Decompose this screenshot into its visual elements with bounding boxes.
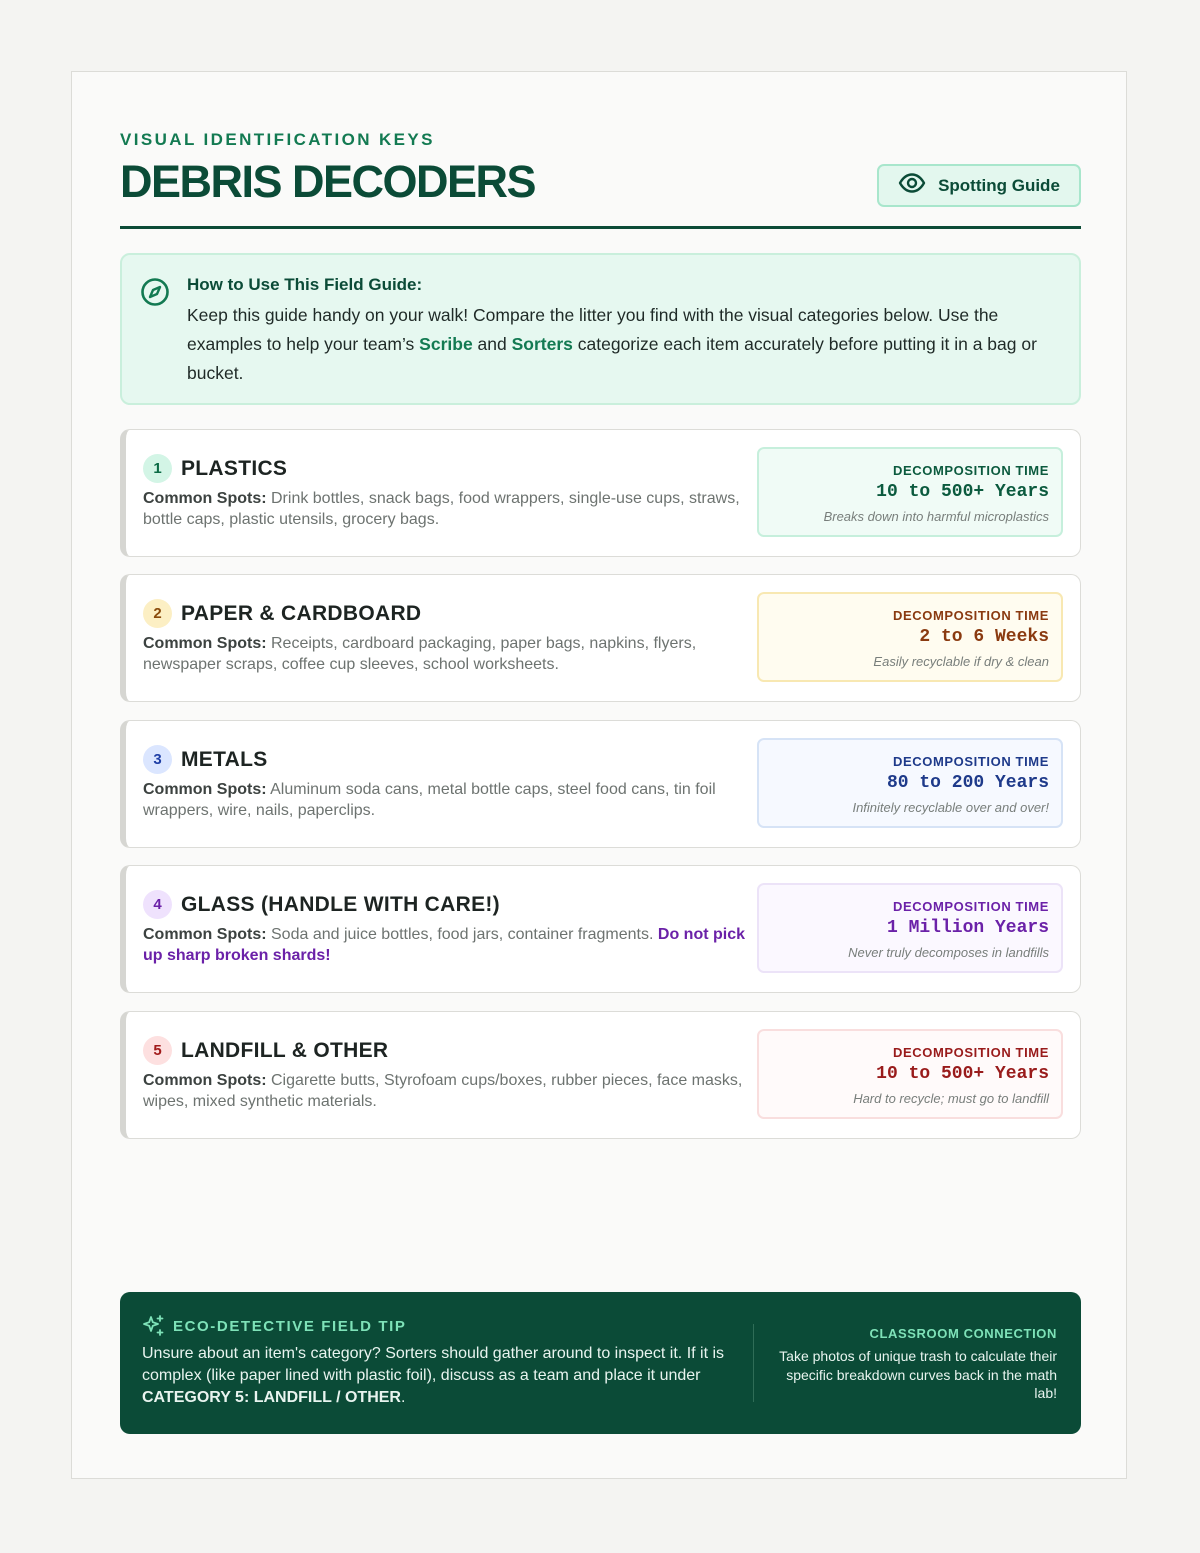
role-sorters: Sorters bbox=[511, 334, 573, 354]
common-spots-text: Cigarette butts, Styrofoam cups/boxes, rubber pieces, face masks, wipes, mixed synthetic materials. bbox=[143, 1072, 743, 1110]
common-spots-label: Common Spots: bbox=[143, 926, 267, 943]
classroom-connection-title: CLASSROOM CONNECTION bbox=[869, 1326, 1057, 1341]
decomposition-box bbox=[757, 592, 1063, 682]
how-to-heading: How to Use This Field Guide: bbox=[187, 275, 423, 294]
how-to-text-part: and bbox=[472, 334, 512, 354]
role-scribe: Scribe bbox=[419, 334, 473, 354]
decomposition-box bbox=[757, 883, 1063, 973]
category-description bbox=[143, 1071, 763, 1112]
category-name: METALS bbox=[181, 748, 268, 771]
page-title: DEBRIS DECODERS bbox=[120, 156, 536, 207]
decomposition-box bbox=[757, 1029, 1063, 1119]
decomposition-note: Easily recyclable if dry & clean bbox=[873, 654, 1049, 669]
common-spots-text: Aluminum soda cans, metal bottle caps, steel food cans, tin foil wrappers, wire, nails, paperclips. bbox=[143, 781, 716, 819]
category-number: 3 bbox=[143, 745, 172, 774]
common-spots-text: Drink bottles, snack bags, food wrappers, single-use cups, straws, bottle caps, plastic utensils, grocery bags. bbox=[143, 490, 740, 528]
how-to-text bbox=[187, 301, 1067, 388]
category-number: 4 bbox=[143, 890, 172, 919]
decomposition-box bbox=[757, 447, 1063, 537]
common-spots-label: Common Spots: bbox=[143, 781, 267, 798]
common-spots-label: Common Spots: bbox=[143, 635, 267, 652]
category-description bbox=[143, 489, 763, 530]
badge-label: Spotting Guide bbox=[938, 175, 1060, 195]
decomposition-note: Breaks down into harmful microplastics bbox=[823, 509, 1049, 524]
common-spots-text: Receipts, cardboard packaging, paper bags, napkins, flyers, newspaper scraps, coffee cup sleeves, school worksheets. bbox=[143, 635, 697, 673]
field-guide-sheet bbox=[71, 71, 1127, 1479]
eyebrow-label: VISUAL IDENTIFICATION KEYS bbox=[120, 130, 435, 149]
category-description bbox=[143, 780, 763, 821]
decomposition-note: Never truly decomposes in landfills bbox=[848, 945, 1049, 960]
how-to-text-part: Keep this guide handy on your walk! Compare the litter you find with the visual categories below. Use the examples to help your team’s bbox=[187, 305, 999, 354]
decomposition-note: Infinitely recyclable over and over! bbox=[852, 800, 1049, 815]
how-to-text-part: categorize each item accurately before putting it in a bag or bucket. bbox=[187, 334, 1037, 383]
decomposition-value: 2 to 6 Weeks bbox=[919, 627, 1049, 647]
decomposition-label: DECOMPOSITION TIME bbox=[893, 1045, 1049, 1060]
decomposition-value: 1 Million Years bbox=[886, 918, 1049, 938]
tip-text bbox=[142, 1343, 752, 1409]
decomposition-label: DECOMPOSITION TIME bbox=[893, 608, 1049, 623]
field-tip-panel bbox=[120, 1292, 1081, 1434]
decomposition-box bbox=[757, 738, 1063, 828]
decomposition-label: DECOMPOSITION TIME bbox=[893, 754, 1049, 769]
classroom-connection-text: Take photos of unique trash to calculate their specific breakdown curves back in the math lab! bbox=[779, 1348, 1057, 1401]
decomposition-label: DECOMPOSITION TIME bbox=[893, 899, 1049, 914]
tip-title: ECO-DETECTIVE FIELD TIP bbox=[173, 1318, 407, 1335]
sparkle-icon bbox=[142, 1314, 166, 1343]
spotting-guide-badge bbox=[877, 164, 1081, 207]
category-card-landfill bbox=[120, 1011, 1081, 1139]
tip-category-reference: CATEGORY 5: LANDFILL / OTHER bbox=[142, 1389, 401, 1406]
category-number: 5 bbox=[143, 1036, 172, 1065]
common-spots-label: Common Spots: bbox=[143, 1072, 267, 1089]
category-number: 2 bbox=[143, 599, 172, 628]
category-number: 1 bbox=[143, 454, 172, 483]
header-divider bbox=[120, 226, 1081, 229]
decomposition-value: 80 to 200 Years bbox=[886, 773, 1049, 793]
eye-icon bbox=[898, 173, 926, 198]
tip-text-part: . bbox=[400, 1389, 406, 1406]
category-description bbox=[143, 925, 763, 966]
decomposition-note: Hard to recycle; must go to landfill bbox=[853, 1091, 1049, 1106]
tip-text-part: Unsure about an item's category? Sorters should gather around to inspect it. If it is complex (like paper lined with plastic foil), discuss as a team and place it under bbox=[142, 1345, 725, 1384]
category-description bbox=[143, 634, 763, 675]
common-spots-text: Soda and juice bottles, food jars, container fragments. bbox=[271, 926, 658, 943]
compass-icon bbox=[140, 277, 170, 312]
decomposition-value: 10 to 500+ Years bbox=[876, 482, 1049, 502]
decomposition-value: 10 to 500+ Years bbox=[876, 1064, 1049, 1084]
common-spots-label: Common Spots: bbox=[143, 490, 267, 507]
how-to-use-panel bbox=[120, 253, 1081, 405]
category-card-metals bbox=[120, 720, 1081, 848]
decomposition-label: DECOMPOSITION TIME bbox=[893, 463, 1049, 478]
category-name: PAPER & CARDBOARD bbox=[181, 602, 422, 625]
category-name: PLASTICS bbox=[181, 457, 288, 480]
category-name: LANDFILL & OTHER bbox=[181, 1039, 389, 1062]
category-card-paper bbox=[120, 574, 1081, 702]
category-name: GLASS (HANDLE WITH CARE!) bbox=[181, 893, 500, 916]
category-card-plastics bbox=[120, 429, 1081, 557]
category-card-glass bbox=[120, 865, 1081, 993]
tip-divider bbox=[753, 1324, 754, 1402]
glass-warning: Do not pick up sharp broken shards! bbox=[143, 926, 745, 964]
